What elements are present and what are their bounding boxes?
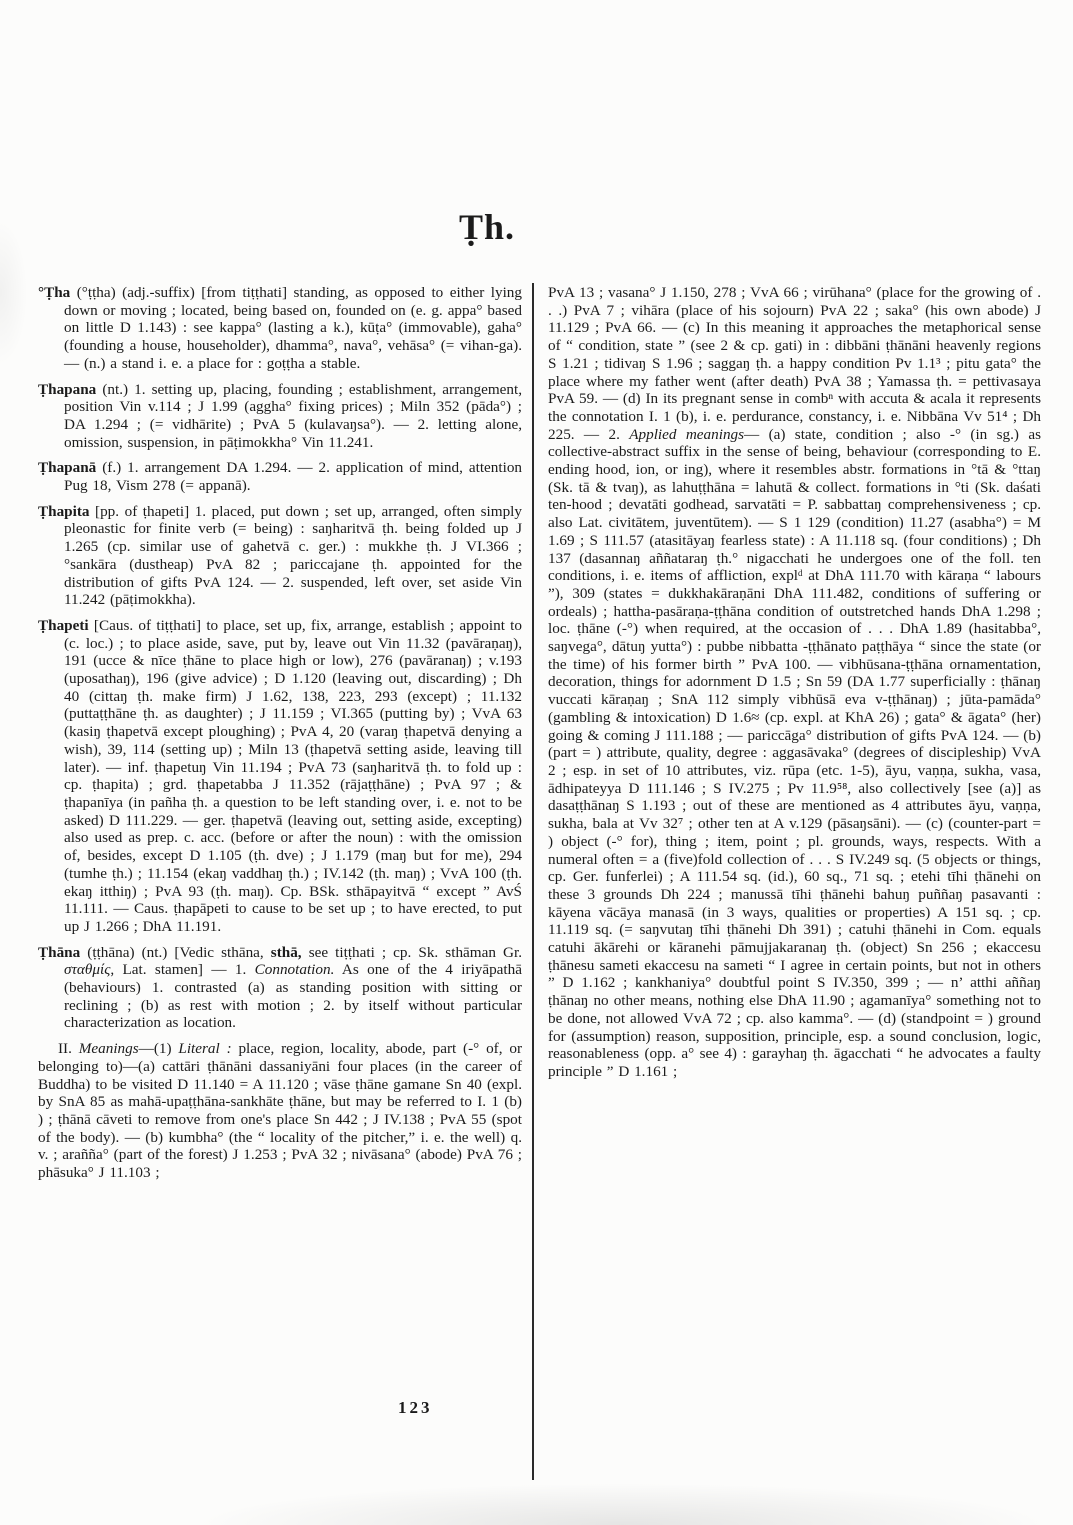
text-segment: sthā, (270, 943, 302, 961)
dictionary-entry (38, 503, 522, 609)
text-segment: (f.) 1. arrangement DA 1.294. — 2. application of mind, attention Pug 18, Vism 278 (= appanā). (64, 459, 523, 495)
scan-shadow-left (0, 218, 34, 368)
text-segment: — (a) state, condition ; also -° (in sg.) as collective-abstract suffix in the sense of being, behaviour (corresponding to E. ending hood, ion, or ing), where it resembles abstr. formations in °tā & °ttaŋ (Sk. tā & tvaŋ), as lahuṭṭhāna = lahutā & collect. formations in °ti (Sk. daśati ten-hood ; devatāti godhead, sarvatāti = P. sabbattaŋ comprehensiveness ; cp. also Lat. civitātem, juventūtem). — S 1 129 (condition) 11.27 (asabha°) = M 1.69 ; S 111.57 (atasitāyaŋ fearless state) : A 11.118 sq. (four conditions) ; Dh 137 (dasannaŋ aññataraŋ ṭh.° nigacchati he undergoes one of the foll. ten conditions, i. e. items of affliction, explᵈ at DhA 111.70 with kāraṇa “ labours ”), 309 (states = dukkhakāraṇāni DhA 111.482, conditions of suffering or ordeals) ; hattha-pasāraṇa-ṭṭhāna condition of outstretched hands DhA 1.298 ; loc. ṭhāne (-°) when required, at the occasion of . . . DhA 1.89 (hasitabba°, saŋvega°, dātuŋ yutta°) : pubbe nibbatta -ṭṭhānato paṭṭhāya “ since the state (or the time) of his former birth ” PvA 100. — vibhūsana-ṭṭhāna ornamentation, decoration, things for adornment D 1.5 ; Sn 59 (DA 1.77 superficially : ṭhānaŋ vuccati kāraṇaŋ ; SnA 112 simply vibhūsā eva v-ṭṭhānaŋ) ; jūta-pamāda° (gambling & intoxication) D 1.6≈ (cp. expl. at KhA 26) ; gata° & āgata° (her) going & coming J 111.188 ; — pariccāga° distribution of gifts PvA 124. — (b) (part = ) attribute, quality, degree : aggasāvaka° (degrees of discipleship) VvA 2 ; esp. in set of 10 attributes, viz. rūpa (etc. 1-5), āyu, vaṇṇa, sukha, vasa, ādhipateyya D 111.146 ; S IV.275 ; Pv 11.9⁵⁸, also collectively [see (a)] as dasaṭṭhānaŋ S 1.193 ; out of these are mentioned as 4 attributes āyu, vaṇṇa, sukha, bala at Vv 32⁷ ; other ten at A v.129 (pāsaŋsāni). — (c) (counter-part = ) object (-° for), thing ; item, point ; pl. grounds, ways, respects. With a numeral often = a (five)fold collection of . . . S IV.249 sq. (5 objects or things, cp. Ger. funferlei) ; A 111.54 sq. (id.), 60 sq., 71 sq. ; etehi tīhi ṭhānehi on these 3 grounds Dh 224 ; manussā tīhi ṭhānehi bahuŋ puññaŋ pasavanti : kāyena vācāya manasā (in 3 ways, qualities or properties) A 151 sq. ; cp. 11.119 sq. (= saŋvutaŋ tīhi ṭhānehi Dh 391) ; catuhi ṭhānehi in Com. equals catuhi ākārehi or kāranehi pāmujjakaranaŋ ṭh. (object) Sn 256 ; ekaccesu ṭhānesu sameti ekaccesu na sameti “ I agree in certain points, but not in others ” D 1.162 ; kankhaniya° doubtful point S IV.350, 399 ; — n’ atthi aññaŋ ṭhānaŋ no other means, nothing else DhA 11.90 ; agamanīya° something not to be done, not allowed VvA 72 ; cp. also kamma°. — (d) (standpoint = ) ground for (assumption) reason, supposition, principle, esp. a sound conclusion, logic, reasonableness (opp. a° see 4) : garayhaŋ ṭh. āgacchati “ he advocates a faulty principle ” D 1.161 ; (548, 425, 1041, 1080)
text-segment: [Caus. of tiṭṭhati] to place, set up, fix, arrange, establish ; appoint to (c. loc.) ; to place aside, save, put by, leave out Vin 11.32 (pavāraṇaŋ), 191 (ucce & nīce ṭhāne to place high or low), 276 (pavāranaŋ) ; v.193 (uposathaŋ), 196 (give advice) ; D 1.120 (leaving out, discarding) ; Dh 40 (cittaŋ ṭh. make firm) J 1.62, 138, 223, 293 (except) ; 11.132 (puttaṭṭhāne ṭh. as daughter) ; J 11.159 ; VI.365 (putting by) ; VvA 63 (kasiŋ ṭhapetvā except ploughing) ; PvA 4, 20 (varaŋ ṭhapetvā denying a wish), 39, 114 (setting up) ; Miln 13 (ṭhapetvā setting aside, leaving till later). — inf. ṭhapetuŋ Vin 11.194 ; PvA 73 (saŋharitvā ṭh. to fold up : cp. ṭhapita) ; grd. ṭhapetabba J 11.352 (rājaṭṭhāne) ; PvA 97 ; & ṭhapanīya (in pañha ṭh. a question to be left standing over, i. e. not to be asked) D 111.229. — ger. ṭhapetvā (leaving out, setting aside, excepting) also used as prep. c. acc. (before or after the noun) : with the omission of, besides, except D 1.105 (ṭh. dve) ; J 1.179 (maŋ but for me), 294 (tumhe ṭh.) ; 11.154 (ekaŋ vaddhaŋ ṭh.) ; IV.142 (ṭh. maŋ) ; VvA 100 (ṭh. ekaŋ itthiŋ) ; PvA 93 (ṭh. maŋ). Cp. BSk. sthāpayitvā “ except ” AvŚ 11.111. — Caus. ṭhapāpeti to cause to be set up ; to have erected, to put up J 1.266 ; DhA 11.191. (64, 616, 523, 935)
headword: °Ṭha (38, 284, 71, 301)
page-title: Ṭh. (458, 207, 516, 247)
text-segment: (°ṭṭha) (adj.-suffix) [from tiṭṭhati] standing, as opposed to either lying down or moving ; located, being based on, founded on (e. g. appa° based on little D 1.143) : see kappa° (lasting a k.), kūṭa° (immovable), gaha° (founding a house, householder), dhamma°, nava°, vehāsa° (= vihan-ga). — (n.) a stand i. e. a place for : goṭṭha a stable. (64, 284, 522, 372)
headword: Ṭhapanā (38, 459, 97, 477)
text-segment: Meanings (78, 1040, 139, 1058)
text-segment: Connotation. (254, 961, 335, 979)
scan-shadow-bottom (0, 1477, 1073, 1525)
text-segment: —(1) (138, 1040, 179, 1058)
headword: Ṭhapana (38, 380, 97, 398)
text-segment: see tiṭṭhati ; cp. Sk. sthāman Gr. (301, 943, 522, 961)
text-segment: (ṭṭhāna) (nt.) [Vedic sthāna, (87, 943, 271, 961)
dictionary-entry (38, 381, 522, 452)
column-divider (532, 283, 534, 1480)
page-number: 123 (398, 1398, 433, 1417)
dictionary-entry (38, 617, 522, 936)
right-column (548, 284, 1041, 1081)
headword: Ṭhāna (38, 943, 81, 961)
text-segment: PvA 13 ; vasana° J 1.150, 278 ; VvA 66 ; virūhana° (place for the growing of . . .) PvA 7 ; vihāra (place of his sojourn) PvA 22 ; saka° (his own abode) J 11.129 ; PvA 66. — (c) In this meaning it approaches the metaphorical sense of “ condition, state ” (see 2 & cp. gati) in : dibbāni ṭhānāni heavenly regions S 1.21 ; tidivaŋ S 1.96 ; saggaŋ ṭh. a happy condition Pv 1.1³ ; pitu gata° the place where my father went (after death) PvA 38 ; Yamassa ṭh. = pettivasaya PvA 59. — (d) In its pregnant sense in combⁿ with accuta & acala it represents the connotation I. 1 (b), i. e. perdurance, constancy, i. e. Nibbāna Vv 51⁴ ; Dh 225. — 2. (548, 284, 1041, 443)
text-segment: place, region, locality, abode, part (-° of, or belonging to)—(a) cattāri ṭhānāni dassaniyāni four places (in the career of Buddha) to be visited D 11.140 = A 11.120 ; vāse ṭhāne gamane Sn 40 (expl. by SnA 85 as mahā-upaṭṭhāna-sankhāte ṭhāne, but may be referred to I. 1 (b) ) ; ṭhānā cāveti to remove from one's place Sn 442 ; J IV.138 ; PvA 55 (spot of the body). — (b) kumbha° (the “ locality of the pitcher,” i. e. the well) q. v. ; arañña° (part of the forest) J 1.253 ; PvA 32 ; nivāsana° (abode) PvA 76 ; phāsuka° J 11.103 ; (38, 1040, 523, 1182)
paragraph (38, 1040, 522, 1182)
dictionary-entry (38, 284, 522, 373)
dictionary-entry (38, 459, 522, 494)
text-segment: Applied meanings (629, 425, 745, 443)
left-column (38, 284, 522, 1182)
text-segment: II. (58, 1040, 79, 1058)
text-segment: σταθμίς (64, 961, 111, 979)
text-segment: Literal : (178, 1040, 232, 1058)
headword: Ṭhapita (38, 502, 90, 520)
text-segment: [pp. of ṭhapeti] 1. placed, put down ; set up, arranged, often simply pleonastic for finite verb (= being) : saŋharitvā ṭh. being folded up J 1.265 (cp. similar use of gahetvā c. ger.) : mukkhe ṭh. J VI.366 ; °sankāra (dustheap) PvA 82 ; pariccajane ṭh. appointed for the distribution of gifts PvA 124. — 2. suspended, left over, set aside Vin 11.242 (pāṭimokkha). (64, 502, 522, 609)
text-segment: As one of the 4 iriyāpathā (behaviours) 1. contrasted (a) as standing position with sitting or reclining ; (b) as rest with motion ; 2. by itself without particular characterization as location. (64, 961, 522, 1032)
paragraph (548, 284, 1041, 1081)
headword: Ṭhapeti (38, 616, 89, 634)
text-segment: , Lat. stamen] — 1. (110, 961, 255, 979)
dictionary-entry (38, 944, 522, 1033)
text-segment: (nt.) 1. setting up, placing, founding ; establishment, arrangement, position Vin v.114 ; J 1.99 (aggha° fixing prices) ; Miln 352 (pāda°) ; DA 1.294 ; (= vidhārite) ; PvA 5 (kulavaŋsa°). — 2. letting alone, omission, suspension, in pāṭimokkha° Vin 11.241. (64, 380, 522, 451)
